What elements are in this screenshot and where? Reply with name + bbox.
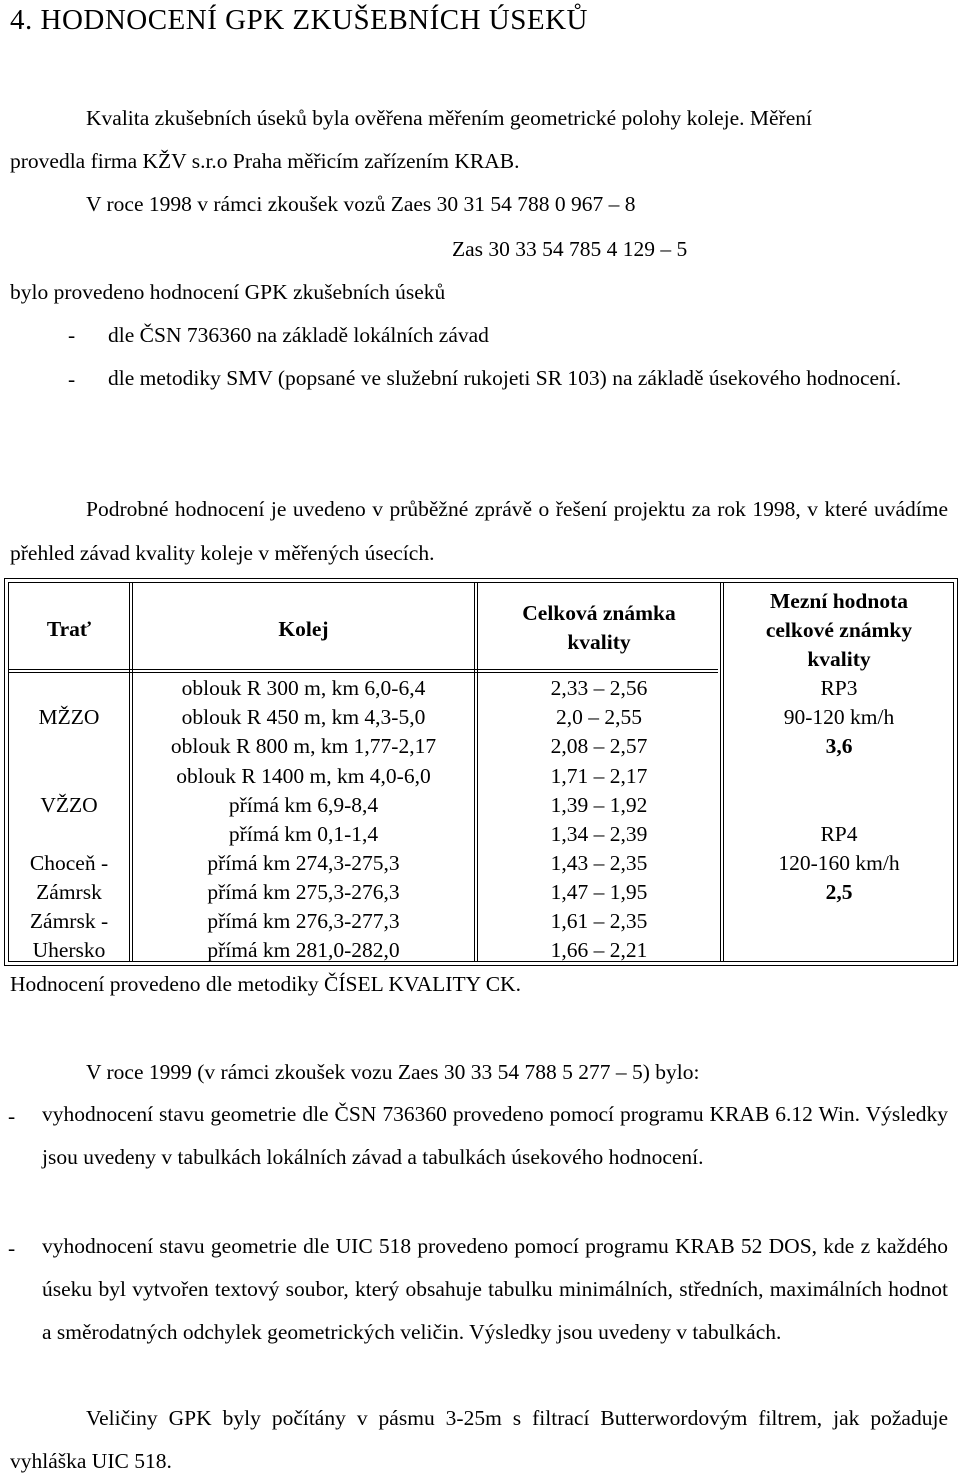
header-kolej: Kolej: [278, 617, 329, 641]
row-kolej: oblouk R 450 m, km 4,3-5,0: [181, 705, 426, 729]
row-znamka: 2,0 – 2,55: [556, 705, 642, 729]
final-paragraph: Veličiny GPK byly počítány v pásmu 3-25m s filtrací Butterwordovým filtrem, jak požaduje vyhláška UIC 518.: [10, 1406, 948, 1473]
trat-zamrsk-line2: Uhersko: [32, 938, 106, 962]
limit-rp3: RP3: [820, 676, 858, 700]
row-kolej: přímá km 281,0-282,0: [207, 938, 400, 962]
quality-table: [4, 578, 958, 966]
row-znamka: 2,08 – 2,57: [550, 734, 648, 758]
row-znamka: 1,43 – 2,35: [550, 851, 648, 875]
header-mezni-line2: celkové známky: [765, 618, 913, 642]
row-kolej: přímá km 275,3-276,3: [207, 880, 400, 904]
limit-rp4: RP4: [820, 822, 858, 846]
row-znamka: 1,34 – 2,39: [550, 822, 648, 846]
intro-line-2: provedla firma KŽV s.r.o Praha měřicím zařízením KRAB.: [10, 149, 520, 173]
intro-line-1: Kvalita zkušebních úseků byla ověřena měřením geometrické polohy koleje. Měření: [86, 106, 812, 130]
bullet-dash: -: [68, 323, 76, 347]
intro-line-5: bylo provedeno hodnocení GPK zkušebních úseků: [10, 280, 446, 304]
item-csn-text: vyhodnocení stavu geometrie dle ČSN 736360 provedeno pomocí programu KRAB 6.12 Win. Výsledky jsou uvedeny v tabulkách lokálních závad a tabulkách úsekového hodnocení.: [42, 1102, 948, 1169]
section-heading: 4. HODNOCENÍ GPK ZKUŠEBNÍCH ÚSEKŮ: [10, 4, 588, 36]
intro-line-3: V roce 1998 v rámci zkoušek vozů Zaes 30 31 54 788 0 967 – 8: [86, 192, 636, 216]
header-znamka-line2: kvality: [567, 630, 631, 654]
intro-line-4: Zas 30 33 54 785 4 129 – 5: [452, 237, 688, 261]
item-dash: -: [8, 1236, 16, 1260]
header-trat: Trať: [46, 617, 92, 641]
limit-rp4-speed: 120-160 km/h: [778, 851, 900, 875]
trat-chocen-line2: Zámrsk: [36, 880, 102, 904]
header-mezni: Mezní hodnota: [770, 589, 908, 613]
item-dash: -: [8, 1104, 16, 1128]
row-znamka: 1,71 – 2,17: [550, 764, 648, 788]
trat-chocen: Choceň -: [29, 851, 109, 875]
row-znamka: 2,33 – 2,56: [550, 676, 648, 700]
row-kolej: přímá km 274,3-275,3: [207, 851, 400, 875]
bullet-text-smv: dle metodiky SMV (popsané ve služební rukojeti SR 103) na základě úsekového hodnocení.: [108, 366, 902, 390]
row-kolej: oblouk R 1400 m, km 4,0-6,0: [176, 764, 431, 788]
header-znamka: Celková známka: [522, 601, 676, 625]
row-znamka: 1,61 – 2,35: [550, 909, 648, 933]
detail-paragraph: Podrobné hodnocení je uvedeno v průběžné zprávě o řešení projektu za rok 1998, v které uvádíme přehled závad kvality koleje v měřených úsecích.: [10, 497, 948, 565]
trat-vzzo: VŽZO: [40, 793, 98, 817]
limit-rp4-value: 2,5: [825, 880, 853, 904]
trat-zamrsk: Zámrsk -: [29, 909, 109, 933]
header-mezni-line3: kvality: [807, 647, 871, 671]
bullet-text-csn: dle ČSN 736360 na základě lokálních závad: [108, 323, 489, 347]
section-1999-intro: V roce 1999 (v rámci zkoušek vozu Zaes 30 33 54 788 5 277 – 5) bylo:: [86, 1060, 700, 1084]
row-znamka: 1,66 – 2,21: [550, 938, 648, 962]
row-kolej: přímá km 0,1-1,4: [228, 822, 379, 846]
limit-rp3-speed: 90-120 km/h: [783, 705, 895, 729]
bullet-dash: -: [68, 367, 76, 391]
row-znamka: 1,47 – 1,95: [550, 880, 648, 904]
row-kolej: oblouk R 800 m, km 1,77-2,17: [170, 734, 437, 758]
row-kolej: přímá km 6,9-8,4: [228, 793, 379, 817]
item-uic-text: vyhodnocení stavu geometrie dle UIC 518 provedeno pomocí programu KRAB 52 DOS, kde z každého úseku byl vytvořen textový soubor, který obsahuje tabulku minimálních, středních, maximálních hodnot a směrodatných odchylek geometrických veličin. Výsledky jsou uvedeny v tabulkách.: [42, 1234, 948, 1344]
trat-mzzo: MŽZO: [38, 705, 100, 729]
row-kolej: oblouk R 300 m, km 6,0-6,4: [181, 676, 426, 700]
table-note: Hodnocení provedeno dle metodiky ČÍSEL KVALITY CK.: [10, 972, 521, 996]
row-znamka: 1,39 – 1,92: [550, 793, 648, 817]
row-kolej: přímá km 276,3-277,3: [207, 909, 400, 933]
limit-rp3-value: 3,6: [825, 734, 853, 758]
